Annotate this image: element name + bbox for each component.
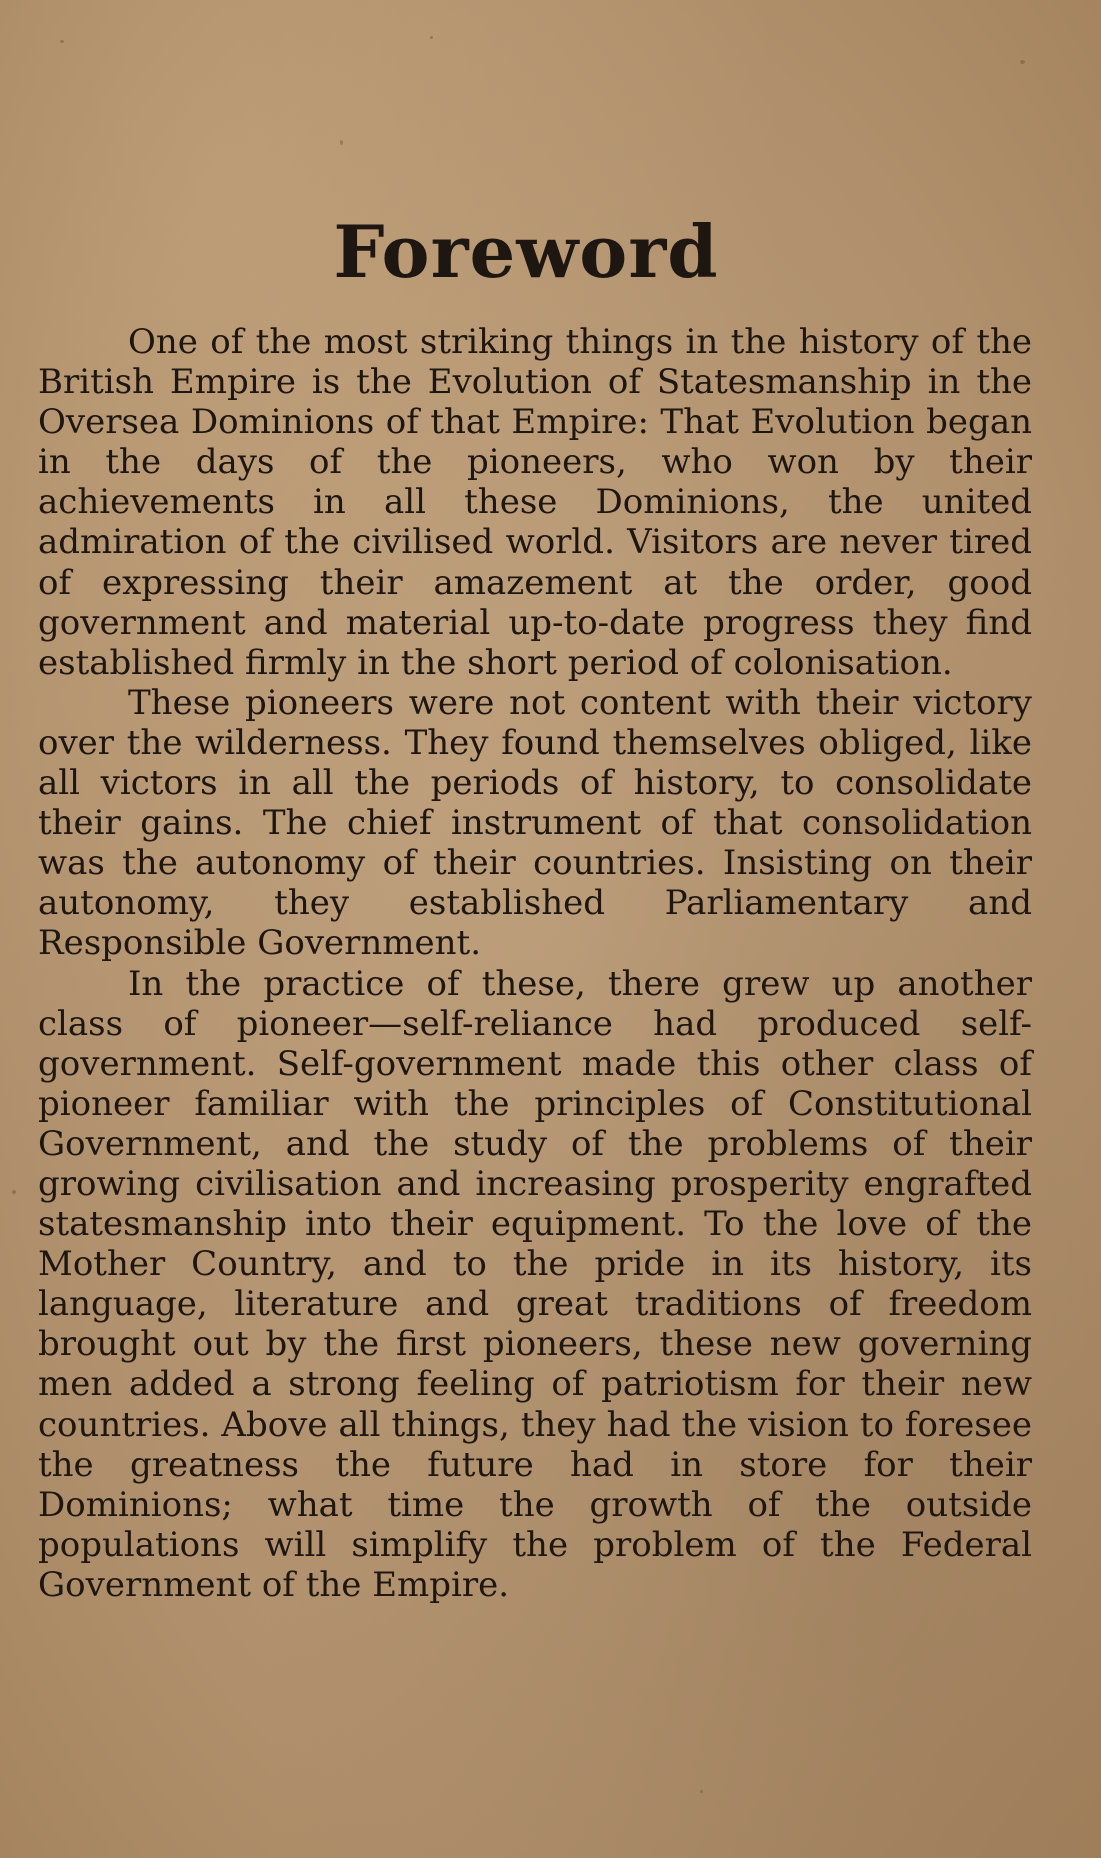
paper-speck — [12, 1190, 16, 1194]
paper-speck — [1020, 60, 1025, 64]
paper-speck — [430, 36, 433, 39]
foreword-body — [38, 322, 1032, 1605]
paper-speck — [60, 40, 64, 43]
paragraph-1: One of the most striking things in the history of the British Empire is the Evolution of Statesmanship in the Oversea Dominions of that Empire: That Evolution began in the days of the pioneers, who won by their achievements in all these Dominions, the united admiration of the civilised world. Visitors are never tired of expressing their amazement at the order, good government and material up-to-date progress they find established firmly in the short period of colonisation. — [38, 322, 1032, 683]
page-title: Foreword — [333, 209, 719, 294]
paper-speck — [340, 140, 343, 145]
paragraph-2: These pioneers were not content with their victory over the wilderness. They found themselves obliged, like all victors in all the periods of history, to consolidate their gains. The chief instrument of that consolidation was the autonomy of their countries. Insisting on their autonomy, they established Parliamentary and Responsible Government. — [38, 682, 1032, 964]
paper-speck — [700, 1790, 703, 1793]
paragraph-3: In the practice of these, there grew up another class of pioneer—self-reliance had produced self-government. Self-government made this other class of pioneer familiar with the principles of Constitutional Government, and the study of the problems of their growing civilisation and increasing prosperity engrafted statesmanship into their equipment. To the love of the Mother Country, and to the pride in its history, its language, literature and great traditions of freedom brought out by the first pioneers, these new governing men added a strong feeling of patriotism for their new countries. Above all things, they had the vision to foresee the greatness the future had in store for their Dominions; what time the growth of the outside populations will simplify the problem of the Federal Government of the Empire. — [38, 963, 1032, 1605]
